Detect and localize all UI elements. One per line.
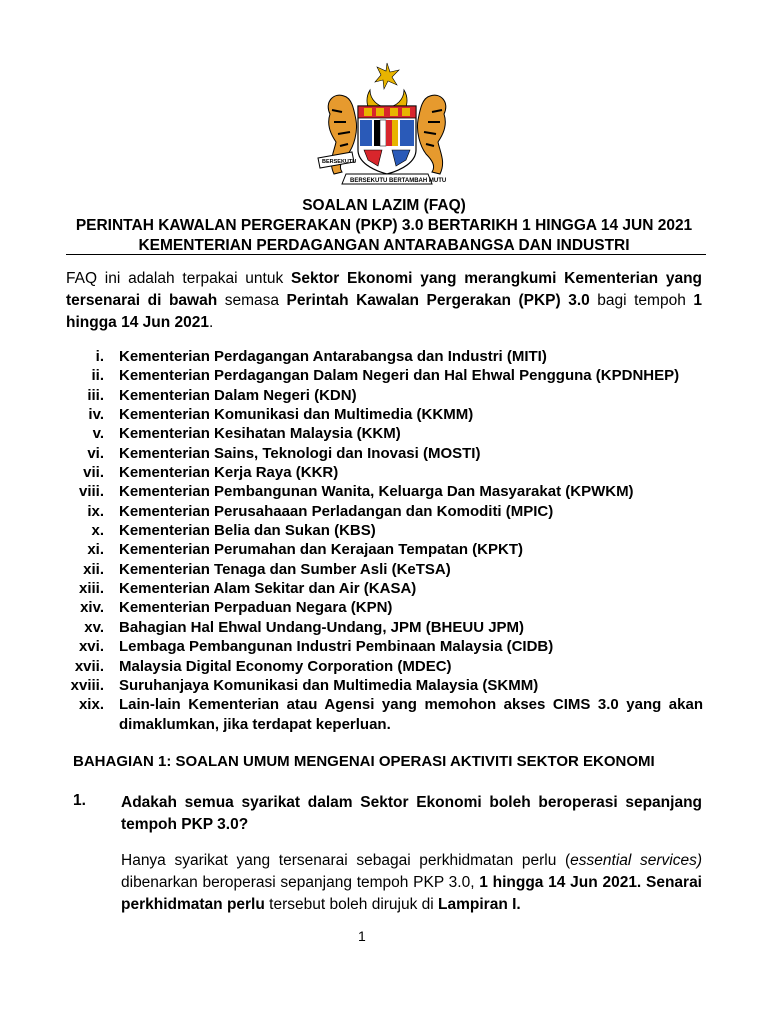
- list-item-text: Kementerian Tenaga dan Sumber Asli (KeTSA): [119, 560, 451, 578]
- header-line-3: KEMENTERIAN PERDAGANGAN ANTARABANGSA DAN INDUSTRI: [138, 237, 630, 254]
- list-item: [0, 637, 768, 656]
- list-item: [0, 366, 768, 385]
- list-item: [0, 463, 768, 482]
- list-item-number: xvi.: [78, 638, 104, 656]
- list-item-text: Kementerian Perusahaaan Perladangan dan Komoditi (MPIC): [119, 502, 554, 520]
- list-item-text: Kementerian Pembangunan Wanita, Keluarga Dan Masyarakat (KPWKM): [119, 483, 634, 501]
- list-item-number: vii.: [83, 464, 104, 482]
- scroll-left-text: BERSEKUTU: [322, 159, 357, 165]
- list-item-text: Kementerian Belia dan Sukan (KBS): [119, 522, 376, 540]
- list-item: [0, 560, 768, 579]
- list-item: [0, 424, 768, 443]
- list-item-number: xix.: [78, 696, 104, 714]
- question-text: Adakah semua syarikat dalam Sektor Ekonomi boleh beroperasi sepanjang tempoh PKP 3.0?: [121, 794, 702, 833]
- list-item: [0, 579, 768, 598]
- list-item-number: xiv.: [80, 599, 104, 617]
- header-divider: [66, 254, 706, 255]
- intro-text-1: FAQ ini adalah terpakai untuk: [66, 270, 292, 287]
- header-line-2: PERINTAH KAWALAN PERGERAKAN (PKP) 3.0 BERTARIKH 1 HINGGA 14 JUN 2021: [75, 217, 693, 234]
- intro-bold-2: Perintah Kawalan Pergerakan (PKP) 3.0: [286, 292, 590, 309]
- list-item-text: Kementerian Kesihatan Malaysia (KKM): [119, 425, 401, 443]
- list-item: [0, 444, 768, 463]
- list-item-text: Kementerian Sains, Teknologi dan Inovasi (MOSTI): [119, 444, 481, 462]
- answer-paragraph: [121, 850, 702, 916]
- list-item-text: Kementerian Dalam Negeri (KDN): [119, 386, 357, 404]
- list-item-number: iv.: [88, 406, 104, 424]
- answer-italic: essential services): [570, 852, 702, 869]
- list-item-text: Kementerian Perdagangan Dalam Negeri dan Hal Ehwal Pengguna (KPDNHEP): [119, 367, 680, 385]
- list-item-number: v.: [92, 425, 104, 443]
- list-item-text: Lembaga Pembangunan Industri Pembinaan Malaysia (CIDB): [119, 638, 554, 656]
- list-item-text: Suruhanjaya Komunikasi dan Multimedia Malaysia (SKMM): [119, 676, 539, 694]
- intro-text-4: .: [209, 314, 214, 331]
- list-item-number: iii.: [87, 386, 104, 404]
- list-item-text: Lain-lain Kementerian atau Agensi yang memohon akses CIMS 3.0 yang akan dimaklumkan, jika terdapat keperluan.: [119, 696, 703, 733]
- list-item: [0, 347, 768, 366]
- list-item: [0, 540, 768, 559]
- ministry-list: [0, 347, 768, 734]
- answer-text-1: Hanya syarikat yang tersenarai sebagai perkhidmatan perlu (: [121, 852, 571, 869]
- list-item-text: Kementerian Kerja Raya (KKR): [119, 464, 339, 482]
- list-item: [0, 695, 768, 734]
- coat-of-arms-emblem: [312, 62, 462, 192]
- answer-bold-1: 1 hingga 14 Jun 2021. Senarai perkhidmatan perlu: [121, 874, 702, 913]
- list-item-number: xi.: [87, 541, 104, 559]
- list-item-text: Kementerian Perpaduan Negara (KPN): [119, 599, 393, 617]
- intro-paragraph: [66, 268, 702, 334]
- answer-text-3: tersebut boleh dirujuk di: [264, 896, 439, 913]
- list-item-text: Kementerian Komunikasi dan Multimedia (KKMM): [119, 406, 474, 424]
- document-header: [60, 196, 708, 256]
- intro-bold-3: 1 hingga 14 Jun 2021: [66, 292, 702, 331]
- list-item: [0, 386, 768, 405]
- header-line-1: SOALAN LAZIM (FAQ): [302, 197, 466, 214]
- coat-of-arms-icon: [312, 62, 462, 192]
- list-item-text: Bahagian Hal Ehwal Undang-Undang, JPM (BHEUU JPM): [119, 618, 525, 636]
- list-item: [0, 521, 768, 540]
- intro-text-3: bagi tempoh: [589, 292, 694, 309]
- list-item-number: viii.: [78, 483, 104, 501]
- list-item: [0, 618, 768, 637]
- list-item: [0, 482, 768, 501]
- list-item-number: xiii.: [78, 580, 104, 598]
- list-item-number: vi.: [87, 444, 104, 462]
- list-item-text: Kementerian Perdagangan Antarabangsa dan Industri (MITI): [119, 348, 547, 365]
- list-item-number: x.: [91, 522, 104, 540]
- list-item: [0, 676, 768, 695]
- list-item-number: xvii.: [74, 657, 104, 675]
- list-item-text: Malaysia Digital Economy Corporation (MDEC): [119, 657, 452, 675]
- list-item: [0, 405, 768, 424]
- motto-scroll-text: BERSEKUTU BERTAMBAH MUTU: [350, 178, 447, 184]
- question-number: 1.: [73, 792, 86, 809]
- intro-bold-1: Sektor Ekonomi yang merangkumi Kementerian yang tersenarai di bawah: [66, 270, 703, 309]
- list-item-number: xii.: [83, 560, 104, 578]
- list-item-number: i.: [95, 348, 104, 365]
- section-heading: BAHAGIAN 1: SOALAN UMUM MENGENAI OPERASI AKTIVITI SEKTOR EKONOMI: [73, 753, 655, 770]
- list-item-number: xv.: [84, 618, 104, 636]
- list-item: [0, 657, 768, 676]
- list-item-text: Kementerian Alam Sekitar dan Air (KASA): [119, 580, 417, 598]
- list-item-number: ix.: [87, 502, 104, 520]
- page-number: 1: [358, 928, 366, 944]
- list-item-text: Kementerian Perumahan dan Kerajaan Tempatan (KPKT): [119, 541, 523, 559]
- intro-text-2: semasa: [217, 292, 287, 309]
- answer-bold-2: Lampiran I.: [438, 896, 521, 913]
- list-item-number: ii.: [91, 367, 104, 385]
- list-item-number: xviii.: [70, 676, 104, 694]
- list-item: [0, 502, 768, 521]
- list-item: [0, 598, 768, 617]
- answer-text-2: dibenarkan beroperasi sepanjang tempoh PKP 3.0,: [121, 874, 480, 891]
